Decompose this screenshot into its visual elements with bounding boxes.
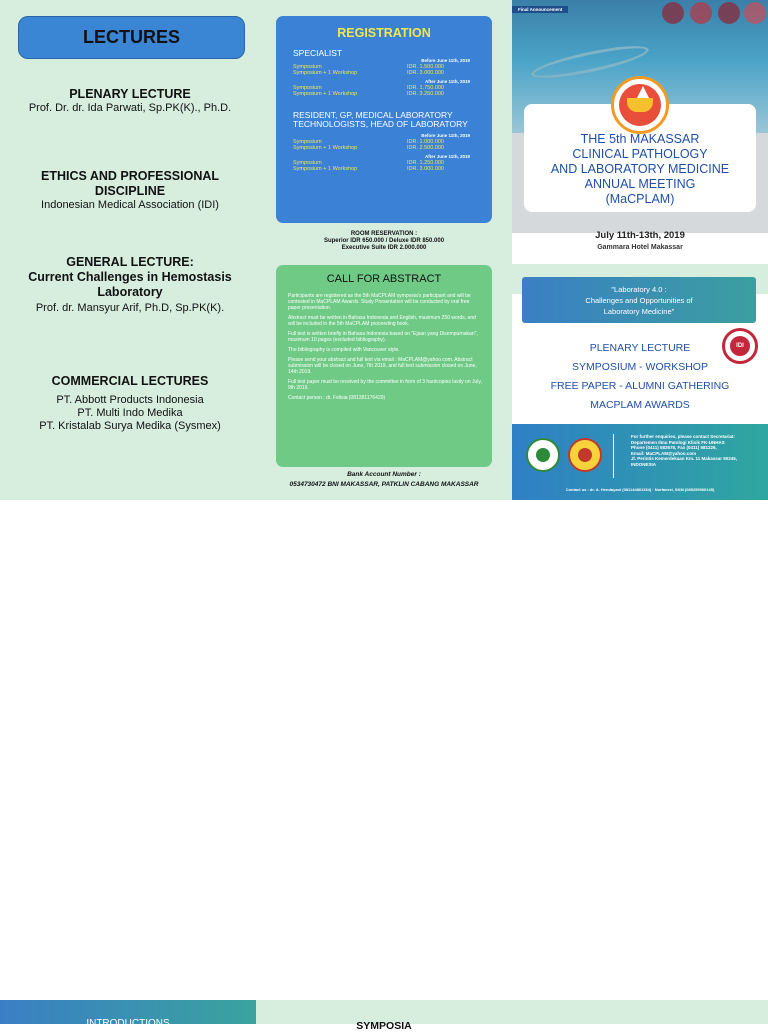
macplam-logo-icon	[611, 76, 669, 134]
abstract-paragraph: Full text paper must be received by the committee in form of 3 hardcopies lastly on July, 9th 2019.	[288, 379, 482, 391]
resident-label-1: RESIDENT, GP, MEDICAL LABORATORY	[293, 110, 453, 120]
event-item: MACPLAM AWARDS	[590, 399, 690, 411]
footer-divider	[613, 434, 614, 478]
price-row: Symposium + 1 Workshop IDR. 2.500.000	[293, 145, 444, 151]
accreditation-badge-icon: IDI	[722, 328, 758, 364]
specialist-label: SPECIALIST	[293, 48, 343, 58]
cover-footer	[512, 424, 768, 500]
abstract-paragraph: Please send your abstract and full text via email : MaCPLAM@yahoo.com. Abstract submission will be closed on June, 7th 2019, and full text submission closed on June, 14th 2019.	[288, 357, 477, 375]
symposia-strip	[256, 1000, 512, 1032]
event-item: FREE PAPER - ALUMNI GATHERING	[550, 380, 730, 392]
general-title-1: GENERAL LECTURE:	[66, 255, 194, 269]
price-row: Symposium + 1 Workshop IDR. 3.250.000	[293, 91, 444, 97]
cover-panel	[512, 0, 768, 500]
commercial-item: PT. Abbott Products Indonesia	[56, 394, 204, 406]
final-announcement-label: Final Announcement	[512, 6, 568, 13]
event-item: PLENARY LECTURE	[589, 342, 691, 354]
theme-box: "Laboratory 4.0 : Challenges and Opportunities of Laboratory Medicine"	[522, 277, 756, 323]
abstract-paragraph: Abstract must be written in Bahasa Indonesia and English, maximum 250 words, and will be included in the 5th MaCPLAM proceeding book.	[288, 315, 476, 327]
lectures-panel	[0, 0, 256, 500]
resident-after-label: After June 11th, 2019	[424, 154, 470, 159]
resident-before-label: Before June 11th, 2019	[421, 133, 470, 138]
abstract-paragraph: Full text is written briefly in Bahasa Indonesia based on "Ejaan yang Disempurnakan", maximum 10 pages (excluded bibliography).	[288, 331, 478, 343]
event-title: THE 5th MAKASSAR CLINICAL PATHOLOGY AND LABORATORY MEDICINE ANNUAL MEETING (MaCPLAM)	[550, 132, 730, 206]
price-row: Symposium + 1 Workshop IDR. 3.000.000	[293, 166, 444, 172]
plenary-lecture	[8, 87, 252, 115]
specialist-after-label: After June 11th, 2019	[424, 79, 470, 84]
bank-account	[256, 470, 512, 490]
symposia-heading: SYMPOSIA	[356, 1020, 412, 1032]
registration-title: REGISTRATION	[337, 26, 431, 40]
price-row: Symposium IDR. 1.250.000	[293, 160, 444, 166]
plenary-speaker: Prof. Dr. dr. Ida Parwati, Sp.PK(K)., Ph.D.	[28, 102, 232, 114]
event-date: July 11th-13th, 2019	[595, 230, 685, 241]
room-title: ROOM RESERVATION :	[350, 231, 418, 237]
abstract-paragraph: The bibliography is compiled with Vancouver style.	[288, 347, 400, 353]
commercial-title: COMMERCIAL LECTURES	[51, 374, 209, 388]
university-seal-icon	[568, 438, 602, 472]
registration-panel	[256, 0, 512, 500]
event-item: SYMPOSIUM - WORKSHOP	[572, 361, 708, 373]
decorative-cell-image	[744, 2, 766, 24]
resident-label-2: TECHNOLOGISTS, HEAD OF LABORATORY	[293, 119, 468, 129]
commercial-item: PT. Multi Indo Medika	[77, 407, 183, 419]
ethics-title: ETHICS AND PROFESSIONAL DISCIPLINE	[40, 169, 220, 198]
general-title-3: Laboratory	[97, 285, 163, 299]
general-title-2: Current Challenges in Hemostasis	[28, 270, 232, 284]
abstract-paragraph: Contact person : dr. Felisia (081381176429)	[288, 395, 386, 401]
plenary-title: PLENARY LECTURE	[69, 87, 191, 101]
blank-strip	[512, 1000, 768, 1024]
introductions-strip	[0, 1000, 256, 1029]
association-logo-icon	[526, 438, 560, 472]
general-speaker: Prof. dr. Mansyur Arif, Ph.D, Sp.PK(K).	[35, 302, 225, 314]
abstract-title: CALL FOR ABSTRACT	[326, 273, 442, 285]
ethics-speaker: Indonesian Medical Association (IDI)	[41, 199, 219, 211]
lectures-heading: LECTURES	[18, 16, 245, 59]
call-for-abstract-box	[276, 265, 492, 467]
decorative-cell-image	[718, 2, 740, 24]
room-reservation	[276, 231, 492, 252]
ethics-lecture	[8, 169, 252, 212]
room-line: Executive Suite IDR 2.000.000	[341, 245, 427, 251]
general-lecture	[8, 255, 252, 315]
abstract-paragraph: Participants are registered as the 5th MaCPLAM symposia's participant and will be contested in MaCPLAM Awards. Study Presentation will be conducted by oral free paper presentation.	[288, 293, 471, 311]
price-row: Symposium IDR. 1.000.000	[293, 139, 444, 145]
price-row: Symposium IDR. 1.750.000	[293, 85, 444, 91]
bank-title: Bank Account Number :	[347, 471, 421, 478]
contact-line: Contact us : dr. A. Hendayani (081144801154) · Nurfaeezi, SKM (085255960145)	[565, 487, 715, 492]
event-list	[512, 339, 768, 415]
secretariat-info: For further enquiries, please contact Secretariat: Departemen Ilmu Patologi Klinik FK-UNHAS Phone (0411) 582678, Fax (0411) 581226, Email: MaCPLAM@yahoo.com Jl. Perintis Kemerdekaan Km. 11 Makassar 90245, INDONESIA	[631, 434, 738, 467]
commercial-lectures	[8, 374, 252, 433]
event-venue: Gammara Hotel Makassar	[597, 244, 683, 251]
commercial-item: PT. Kristalab Surya Medika (Sysmex)	[39, 420, 221, 432]
introductions-heading: INTRODUCTIONS	[86, 1018, 170, 1029]
bank-line: 0534730472 BNI MAKASSAR, PATKLIN CABANG MAKASSAR	[289, 481, 479, 488]
price-row: Symposium IDR. 1.500.000	[293, 64, 444, 70]
decorative-cell-image	[662, 2, 684, 24]
price-row: Symposium + 1 Workshop IDR. 3.000.000	[293, 70, 444, 76]
registration-box	[276, 16, 492, 223]
room-line: Superior IDR 650.000 / Deluxe IDR 850.000	[323, 238, 445, 244]
specialist-before-label: Before June 11th, 2019	[421, 58, 470, 63]
decorative-cell-image	[690, 2, 712, 24]
